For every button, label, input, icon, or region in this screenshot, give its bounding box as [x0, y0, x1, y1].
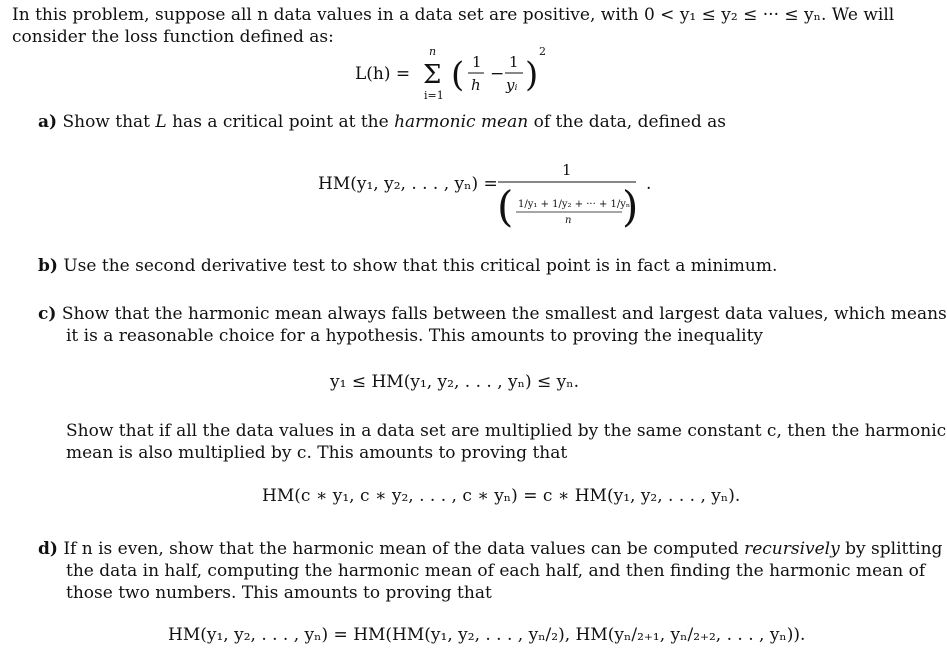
part-d-label: d) — [38, 539, 58, 559]
part-d-emphasis: recursively — [744, 539, 840, 559]
hm-left-paren: ( — [497, 182, 514, 231]
frac1-numerator: 1 — [472, 53, 482, 71]
minus-sign: − — [490, 64, 505, 84]
exponent: 2 — [539, 45, 546, 58]
part-d-line-1-after: by splitting — [839, 539, 943, 559]
intro-line-1: In this problem, suppose all n data values in a data set are positive, with 0 < y₁ ≤ y₂ ≤ ··· ≤ yₙ. We will — [12, 5, 895, 25]
part-b-label: b) — [38, 256, 58, 276]
sigma-symbol: Σ — [423, 60, 442, 90]
part-c-line-2: it is a reasonable choice for a hypothesis. This amounts to proving the inequality — [66, 326, 764, 346]
part-a-label: a) — [38, 112, 58, 132]
harmonic-mean-definition — [318, 155, 668, 235]
hm-lhs: HM(y₁, y₂, . . . , yₙ) = — [318, 174, 498, 194]
frac2-numerator: 1 — [509, 53, 519, 71]
part-a-text-after: of the data, defined as — [528, 112, 727, 132]
part-d-recursive-equation: HM(y₁, y₂, . . . , yₙ) = HM(HM(y₁, y₂, . . . , yₙ/₂), HM(yₙ/₂₊₁, yₙ/₂₊₂, . . . , yₙ)). — [168, 625, 806, 645]
frac2-denominator: yᵢ — [506, 76, 518, 94]
part-a-var: L — [155, 112, 167, 132]
frac1-denominator: h — [471, 76, 481, 94]
sum-upper-limit: n — [429, 45, 437, 58]
left-paren: ( — [451, 55, 465, 95]
part-b-text — [38, 255, 777, 277]
right-paren: ) — [525, 55, 539, 95]
part-c-scaling-equation: HM(c ∗ y₁, c ∗ y₂, . . . , c ∗ yₙ) = c ∗ HM(y₁, y₂, . . . , yₙ). — [262, 486, 741, 506]
hm-period: . — [646, 174, 652, 194]
part-c-scale-line-2: mean is also multiplied by c. This amounts to proving that — [66, 443, 568, 463]
part-d-line-3: those two numbers. This amounts to proving that — [66, 583, 492, 603]
hm-numerator: 1 — [562, 161, 572, 179]
part-a-text-before: Show that — [62, 112, 156, 132]
part-a-text-mid: has a critical point at the — [166, 112, 395, 132]
part-d-line-1-before: If n is even, show that the harmonic mean of the data values can be computed — [63, 539, 745, 559]
hm-inner-n: n — [565, 215, 572, 226]
part-d-line-1 — [38, 538, 942, 560]
part-c-line-1-body: Show that the harmonic mean always falls between the smallest and largest data values, which means — [61, 304, 947, 324]
hm-right-paren: ) — [622, 182, 639, 231]
part-a-emphasis: harmonic mean — [394, 112, 529, 132]
part-b-body: Use the second derivative test to show that this critical point is in fact a minimum. — [63, 256, 778, 276]
sum-lower-limit: i=1 — [424, 89, 444, 102]
part-c-line-1 — [38, 303, 947, 325]
part-c-scale-line-1: Show that if all the data values in a data set are multiplied by the same constant c, then the harmonic — [66, 421, 947, 441]
part-a-text — [38, 111, 726, 133]
loss-function-equation — [355, 40, 595, 110]
part-c-label: c) — [38, 304, 57, 324]
hm-inner-sum: 1/y₁ + 1/y₂ + ··· + 1/yₙ — [518, 199, 631, 210]
part-d-line-2: the data in half, computing the harmonic mean of each half, and then finding the harmonic mean of — [66, 561, 926, 581]
part-c-inequality: y₁ ≤ HM(y₁, y₂, . . . , yₙ) ≤ yₙ. — [330, 372, 580, 392]
loss-lhs: L(h) = — [355, 64, 411, 84]
intro-line-2: consider the loss function defined as: — [12, 27, 334, 47]
